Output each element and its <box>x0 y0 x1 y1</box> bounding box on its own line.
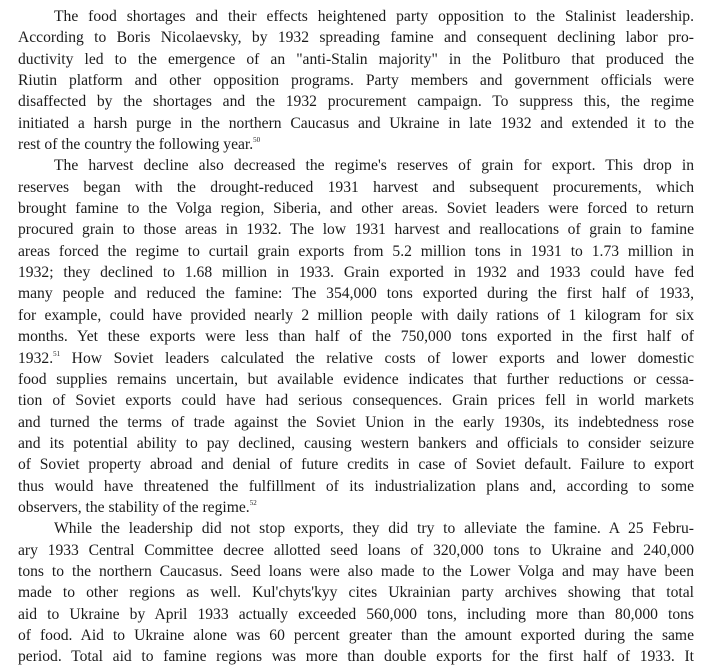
text-line: period. Total aid to famine regions was more than double exports for the first half of 1933. It <box>18 648 694 666</box>
text-line: ductivity led to the emergence of an "anti-Stalin majority" in the Politburo that produced the <box>18 50 694 68</box>
footnote-marker: 50 <box>253 136 261 145</box>
text-line: tion of Soviet exports could have had serious consequences. Grain prices fell in world markets <box>18 392 694 410</box>
text-line: food supplies remains uncertain, but available evidence indicates that further reductions or cessa- <box>18 370 694 388</box>
text-line: procured grain to those areas in 1932. The low 1931 harvest and reallocations of grain to famine <box>18 221 694 239</box>
text-line: brought famine to the Volga region, Siberia, and other areas. Soviet leaders were forced to return <box>18 200 694 218</box>
text-line: According to Boris Nicolaevsky, by 1932 spreading famine and consequent declining labor pro- <box>18 29 694 47</box>
text-line: months. Yet these exports were less than half of the 750,000 tons exported in the first half of <box>18 328 694 346</box>
text-line: 1932; they declined to 1.68 million in 1933. Grain exported in 1932 and 1933 could have fed <box>18 264 694 282</box>
text-line: tons to the northern Caucasus. Seed loans were also made to the Lower Volga and may have been <box>18 562 694 580</box>
text-line: thus would have threatened the fulfillment of its industrialization plans and, according to some <box>18 477 694 495</box>
text-line: and its potential ability to pay declined, causing western bankers and officials to consider seizure <box>18 434 694 452</box>
text-line-content: observers, the stability of the regime. <box>18 498 250 516</box>
paragraph-1 <box>18 6 694 155</box>
text-line: ary 1933 Central Committee decree allotted seed loans of 320,000 tons to Ukraine and 240,000 <box>18 541 694 559</box>
text-line: for example, could have provided nearly 2 million people with daily rations of 1 kilogram for six <box>18 306 694 324</box>
paragraph-3 <box>18 518 694 667</box>
text-line: The food shortages and their effects heightened party opposition to the Stalinist leadership. <box>54 8 694 25</box>
text-line <box>18 348 694 369</box>
text-line-rest: How Soviet leaders calculated the relative costs of lower exports and lower domestic <box>60 349 694 367</box>
text-line: Riutin platform and other opposition programs. Party members and government officials were <box>18 72 694 90</box>
article-body <box>18 6 694 668</box>
text-line <box>18 497 694 518</box>
paragraph-2 <box>18 155 694 518</box>
text-line: disaffected by the shortages and the 1932 procurement campaign. To suppress this, the regime <box>18 93 694 111</box>
text-line-content: rest of the country the following year. <box>18 136 254 154</box>
text-line: reserves began with the drought-reduced 1931 harvest and subsequent procurements, which <box>18 178 694 196</box>
footnote-marker: 52 <box>249 498 257 507</box>
text-line: many people and reduced the famine: The 354,000 tons exported during the first half of 1933, <box>18 285 694 303</box>
text-line: aid to Ukraine by April 1933 actually exceeded 560,000 tons, including more than 80,000 tons <box>18 605 694 623</box>
text-line: The harvest decline also decreased the regime's reserves of grain for export. This drop in <box>54 157 694 175</box>
text-line: of food. Aid to Ukraine alone was 60 percent greater than the amount exported during the same <box>18 626 694 644</box>
text-line: of Soviet property abroad and denial of future credits in case of Soviet default. Failure to export <box>18 456 694 474</box>
text-line <box>18 134 694 155</box>
text-line: made to other regions as well. Kul'chyts'kyy cites Ukrainian party archives showing that total <box>18 584 694 602</box>
text-line: and turned the terms of trade against the Soviet Union in the early 1930s, its indebtedness rose <box>18 413 694 431</box>
footnote-marker: 51 <box>53 349 61 358</box>
text-line: areas forced the regime to curtail grain exports from 5.2 million tons in 1931 to 1.73 million in <box>18 242 694 260</box>
text-line: initiated a harsh purge in the northern Caucasus and Ukraine in late 1932 and extended it to the <box>18 114 694 132</box>
text-line: While the leadership did not stop exports, they did try to alleviate the famine. A 25 Febru- <box>54 520 694 538</box>
text-line-prefix: 1932. <box>18 349 54 367</box>
